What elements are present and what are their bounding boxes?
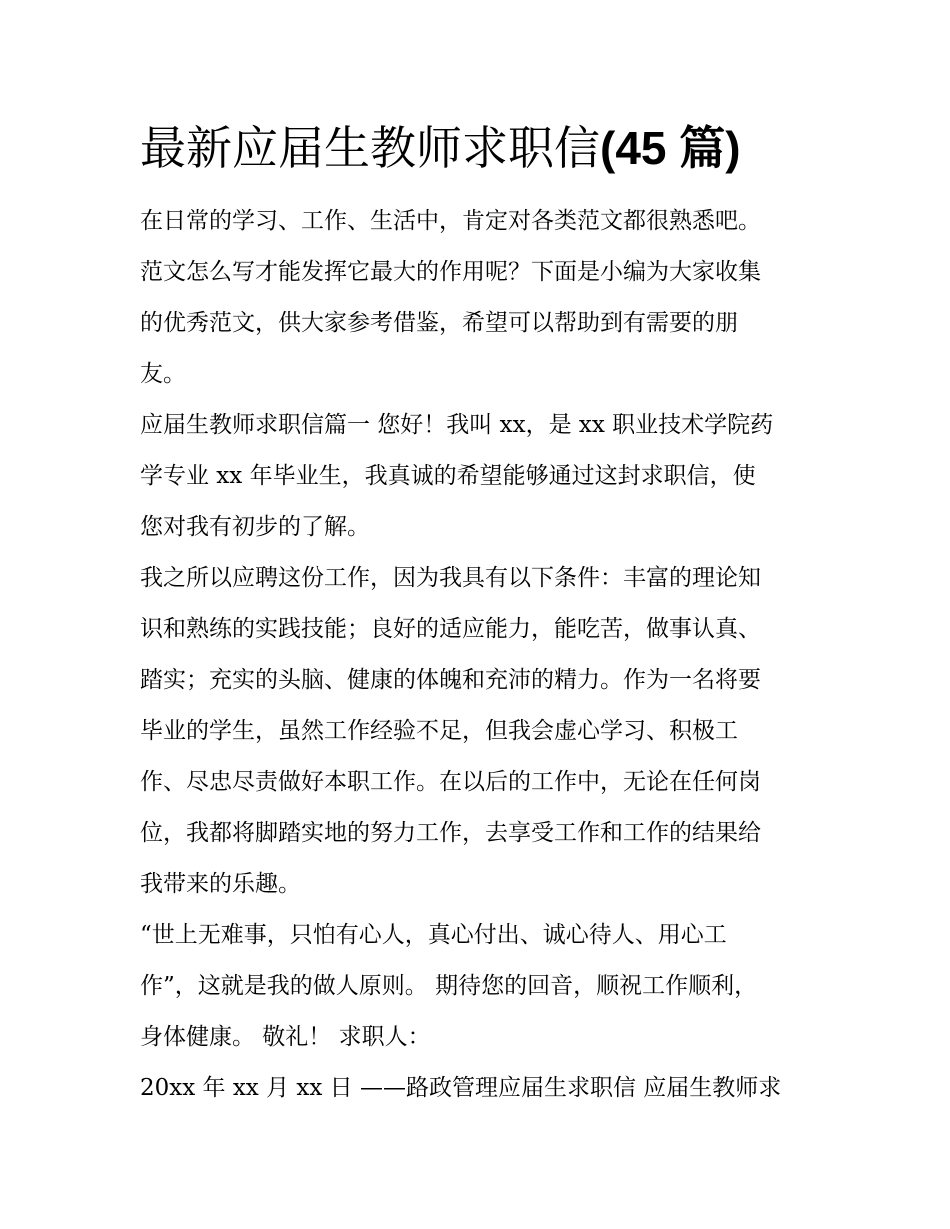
title-count: (45 篇) bbox=[600, 122, 741, 174]
text-line: 友。 bbox=[140, 361, 186, 387]
paragraph-principle bbox=[140, 910, 820, 1063]
document-body bbox=[140, 196, 820, 1114]
text-line: 您对我有初步的了解。 bbox=[140, 514, 370, 540]
document-title bbox=[140, 118, 840, 178]
text-line: 踏实；充实的头脑、健康的体魄和充沛的精力。作为一名将要 bbox=[140, 667, 761, 693]
text-line: 作、尽忠尽责做好本职工作。在以后的工作中，无论在任何岗 bbox=[140, 769, 761, 795]
text-line: 应届生教师求职信篇一 您好！我叫 xx，是 xx 职业技术学院药 bbox=[140, 412, 774, 438]
text-line: 我带来的乐趣。 bbox=[140, 871, 301, 897]
text-line: 范文怎么写才能发挥它最大的作用呢？下面是小编为大家收集 bbox=[140, 259, 761, 285]
text-line: 的优秀范文，供大家参考借鉴，希望可以帮助到有需要的朋 bbox=[140, 310, 738, 336]
text-line: 毕业的学生，虽然工作经验不足，但我会虚心学习、积极工 bbox=[140, 718, 738, 744]
text-line: 学专业 xx 年毕业生，我真诚的希望能够通过这封求职信，使 bbox=[140, 463, 756, 489]
text-line: 在日常的学习、工作、生活中，肯定对各类范文都很熟悉吧。 bbox=[140, 208, 761, 234]
text-line: 20xx 年 xx 月 xx 日 ——路政管理应届生求职信 应届生教师求 bbox=[140, 1075, 782, 1101]
text-line: 位，我都将脚踏实地的努力工作，去享受工作和工作的结果给 bbox=[140, 820, 761, 846]
text-line: 识和熟练的实践技能；良好的适应能力，能吃苦，做事认真、 bbox=[140, 616, 761, 642]
paragraph-date bbox=[140, 1063, 820, 1114]
text-line: 我之所以应聘这份工作，因为我具有以下条件：丰富的理论知 bbox=[140, 565, 761, 591]
paragraph-qualifications bbox=[140, 553, 820, 910]
text-line: 身体健康。 敬礼！ 求职人： bbox=[140, 1024, 431, 1050]
paragraph-letter-one bbox=[140, 400, 820, 553]
text-line: “世上无难事，只怕有心人，真心付出、诚心待人、用心工 bbox=[140, 922, 727, 948]
paragraph-intro bbox=[140, 196, 820, 400]
text-line: 作”，这就是我的做人原则。 期待您的回音，顺祝工作顺利， bbox=[140, 973, 758, 999]
title-text: 最新应届生教师求职信 bbox=[140, 121, 600, 175]
